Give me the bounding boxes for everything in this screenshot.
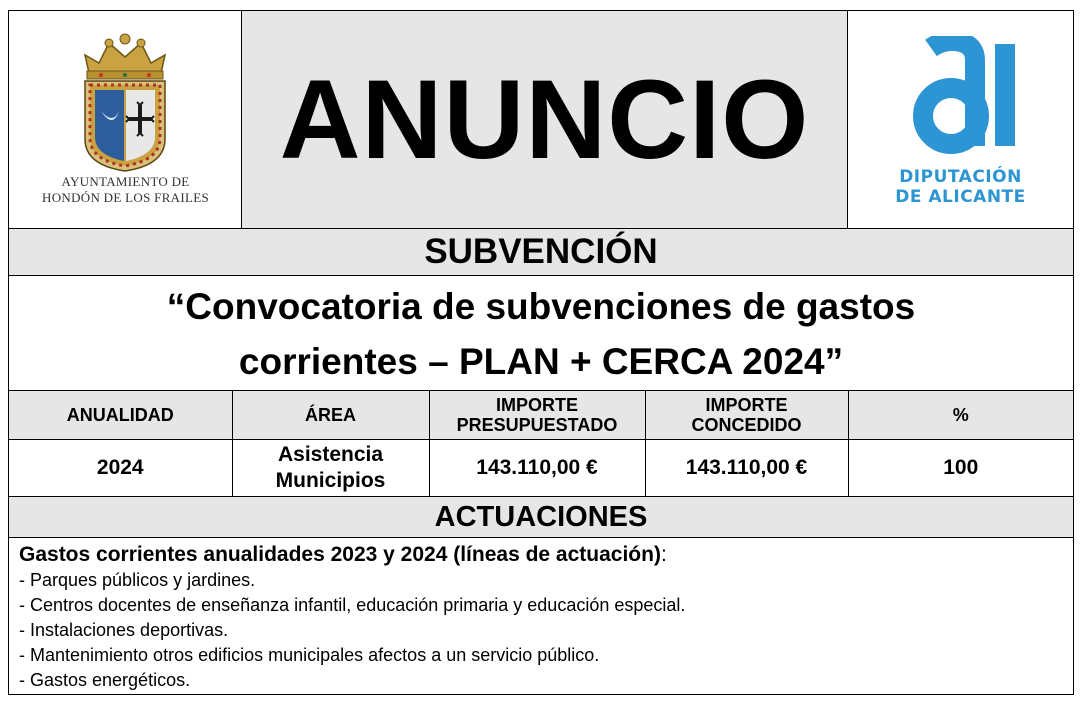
actuaciones-heading: Gastos corrientes anualidades 2023 y 2024 (líneas de actuación):	[19, 543, 667, 566]
actuaciones-body	[9, 537, 1073, 694]
header-importe-presupuestado: IMPORTE PRESUPUESTADO	[429, 391, 645, 440]
list-item: - Gastos energéticos.	[19, 670, 191, 690]
convocatoria-line2: corrientes – PLAN + CERCA 2024”	[238, 341, 844, 382]
cell-area: Asistencia Municipios	[232, 440, 429, 497]
announcement-document	[8, 10, 1074, 695]
diputacion-logo-cell	[848, 11, 1073, 228]
list-item: - Centros docentes de enseñanza infantil, educación primaria y educación especial.	[19, 595, 686, 615]
table-row	[9, 440, 1073, 497]
town-name-line2: HONDÓN DE LOS FRAILES	[42, 190, 209, 205]
town-logo-cell	[9, 11, 242, 228]
convocatoria-title	[9, 275, 1073, 390]
diputacion-name-line2: DE ALICANTE	[895, 187, 1026, 207]
funding-table	[9, 390, 1073, 497]
convocatoria-line1: “Convocatoria de subvenciones de gastos	[166, 286, 916, 327]
actuaciones-list	[19, 568, 1063, 693]
page-title: ANUNCIO	[279, 57, 810, 182]
cell-importe-presupuestado: 143.110,00 €	[429, 440, 645, 497]
town-name	[9, 174, 242, 206]
list-item: - Instalaciones deportivas.	[19, 620, 229, 640]
list-item: - Parques públicos y jardines.	[19, 570, 256, 590]
cell-importe-concedido: 143.110,00 €	[645, 440, 848, 497]
town-name-line1: AYUNTAMIENTO DE	[61, 174, 190, 189]
diputacion-name	[848, 167, 1073, 207]
subvencion-band	[9, 228, 1073, 275]
table-header-row	[9, 391, 1073, 440]
actuaciones-title: ACTUACIONES	[434, 500, 648, 533]
list-item: - Mantenimiento otros edificios municipales afectos a un servicio público.	[19, 645, 600, 665]
diputacion-name-line1: DIPUTACIÓN	[899, 167, 1022, 187]
header-row	[9, 11, 1073, 228]
title-cell	[242, 11, 848, 228]
header-percent: %	[848, 391, 1073, 440]
header-area: ÁREA	[232, 391, 429, 440]
subvencion-label: SUBVENCIÓN	[424, 232, 658, 271]
header-importe-concedido: IMPORTE CONCEDIDO	[645, 391, 848, 440]
diputacion-alicante-logo-icon	[903, 36, 1019, 154]
cell-anualidad: 2024	[9, 440, 232, 497]
town-coat-of-arms-icon	[79, 33, 171, 173]
cell-percent: 100	[848, 440, 1073, 497]
actuaciones-band	[9, 496, 1073, 537]
header-anualidad: ANUALIDAD	[9, 391, 232, 440]
